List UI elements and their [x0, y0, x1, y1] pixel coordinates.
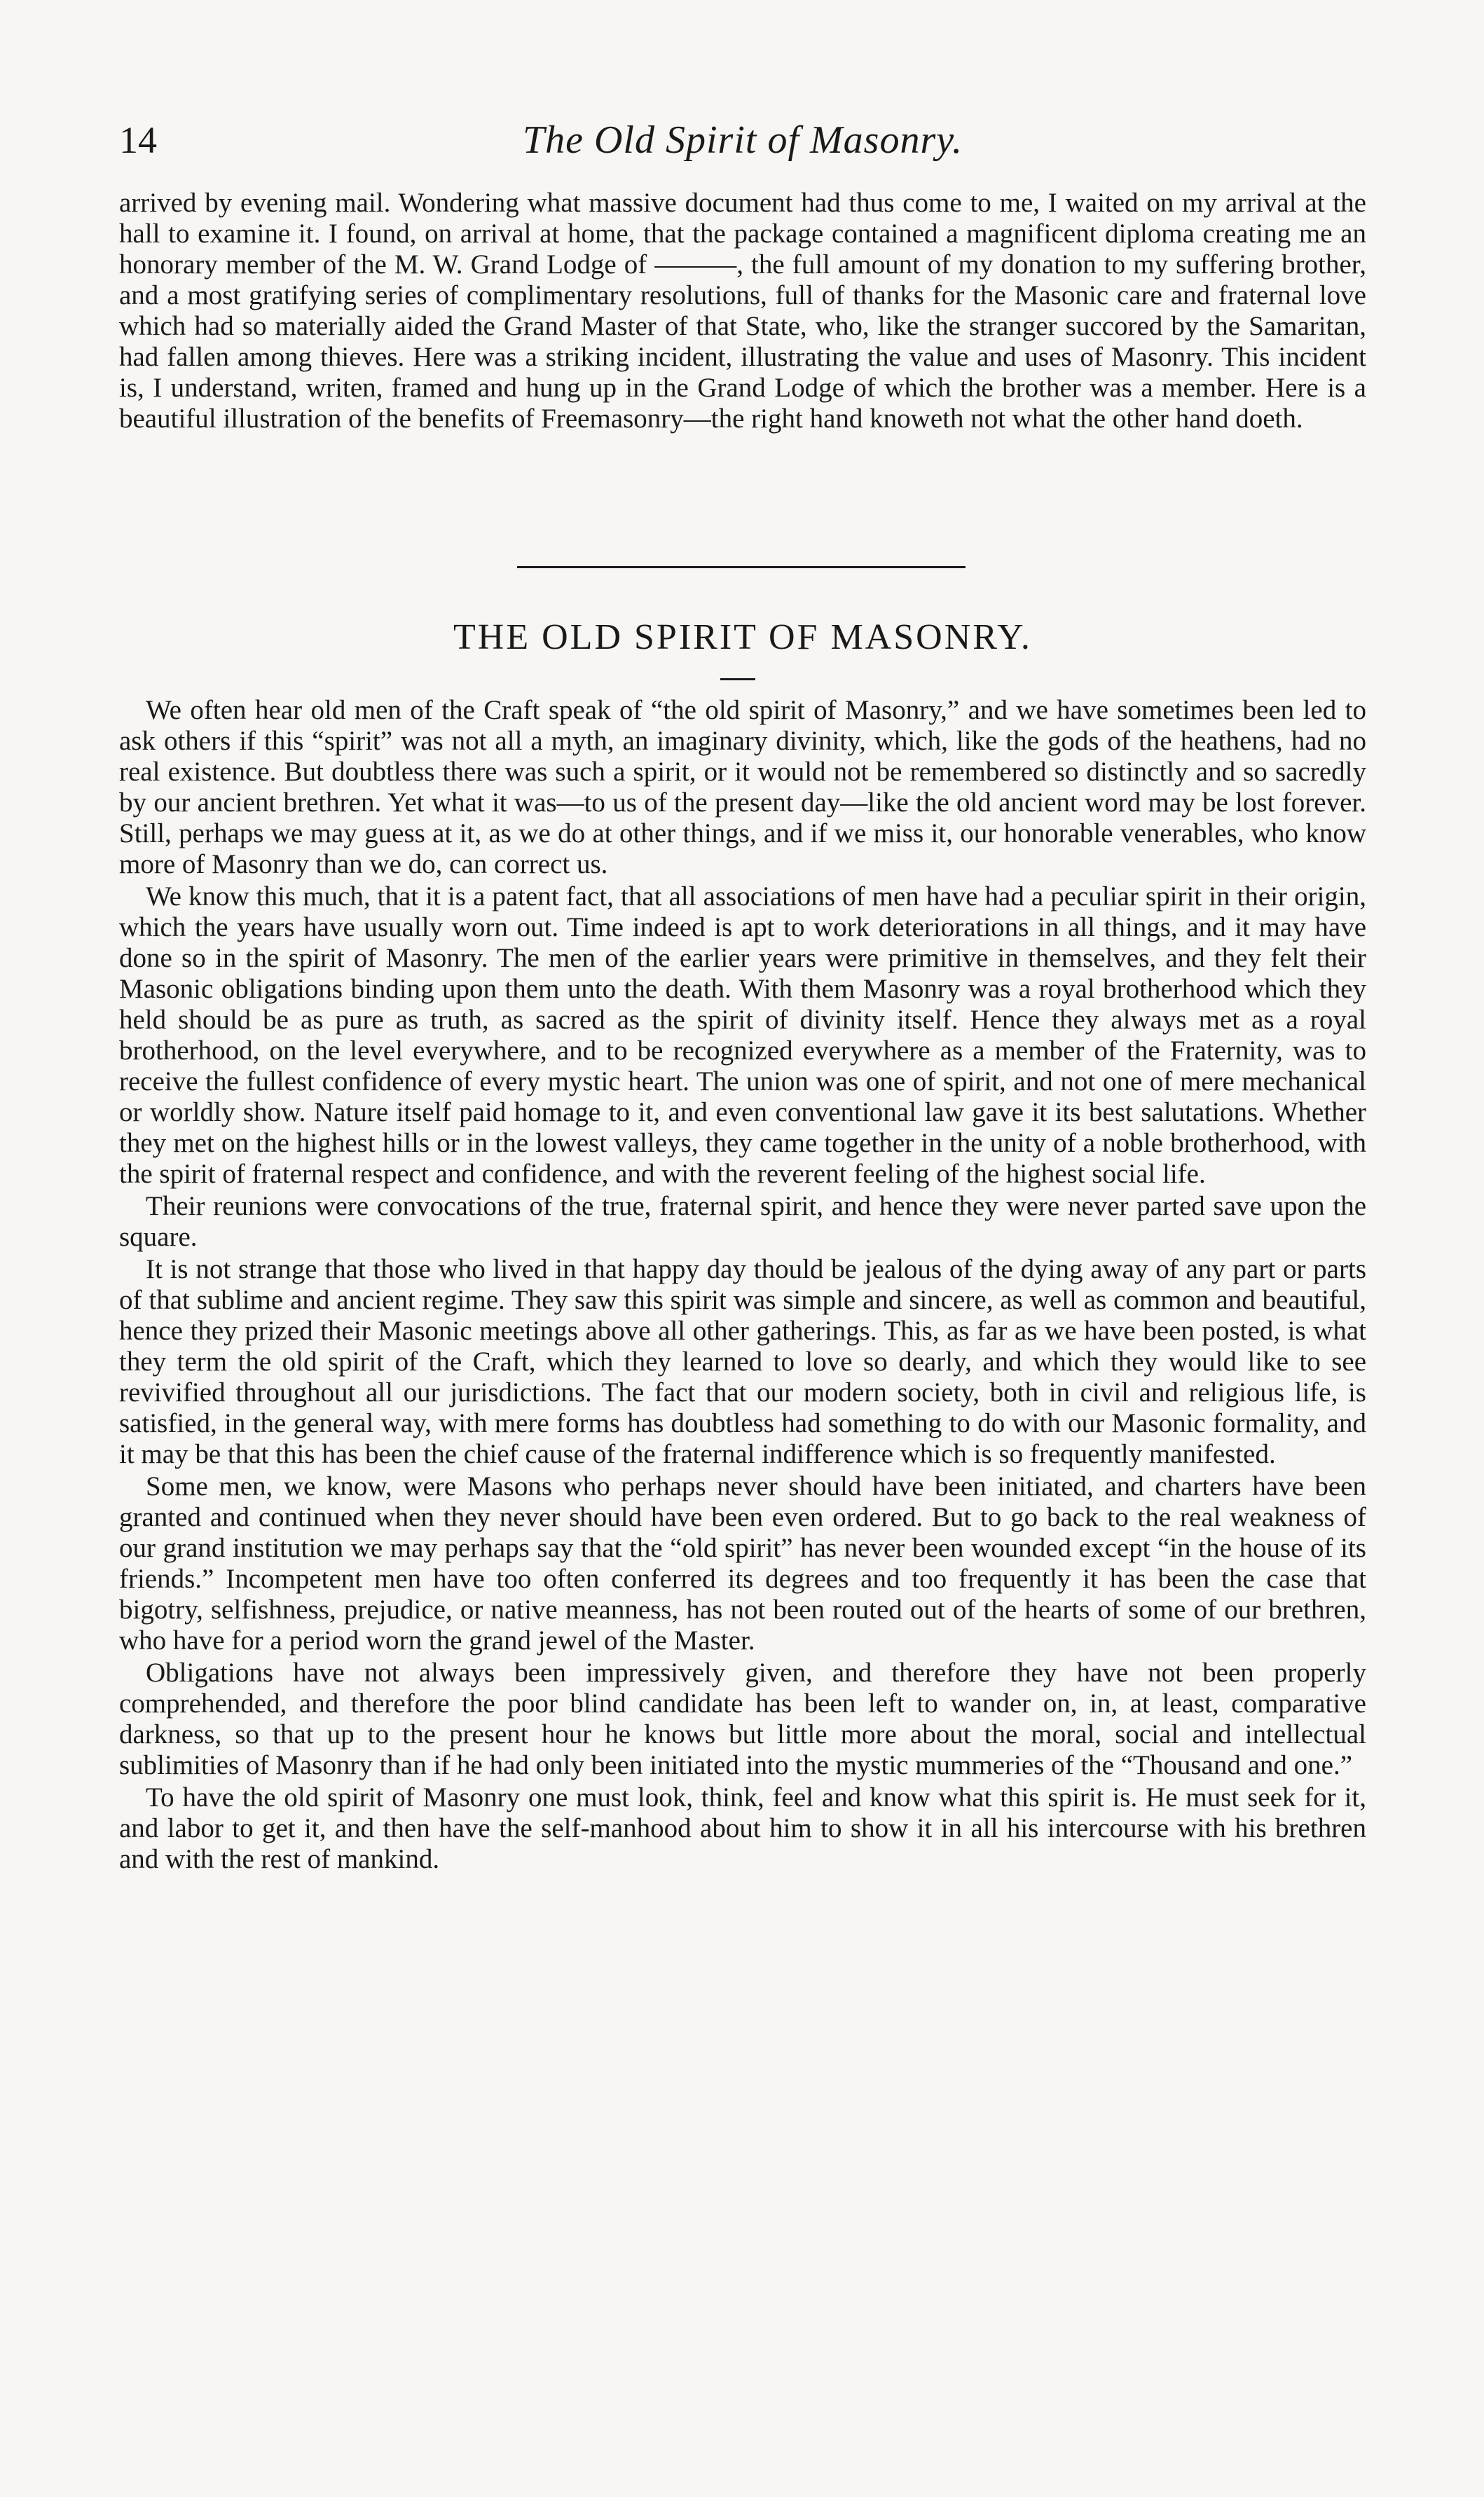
page-number: 14: [119, 119, 157, 161]
article-paragraph: Their reunions were convocations of the true, fraternal spirit, and hence they were never parted save upon the square.: [119, 1191, 1366, 1252]
article-paragraph: We know this much, that it is a patent fact, that all associations of men have had a peculiar spirit in their origin, which the years have usually worn out. Time indeed is apt to work deteriorations in all things, and it may have done so in the spirit of Masonry. The men of the earlier years were primitive in themselves, and they felt their Masonic obligations binding upon them unto the death. With them Masonry was a royal brotherhood which they held should be as pure as truth, as sacred as the spirit of divinity itself. Hence they always met as a royal brotherhood, on the level everywhere, and to be recognized everywhere as a member of the Fraternity, was to receive the fullest confidence of every mystic heart. The union was one of spirit, and not one of mere mechanical or worldly show. Nature itself paid homage to it, and even conventional law gave it its best salutations. Whether they met on the highest hills or in the lowest valleys, they came together in the unity of a noble brotherhood, with the spirit of fraternal respect and confidence, and with the reverent feeling of the highest social life.: [119, 881, 1366, 1189]
article-paragraph: It is not strange that those who lived in that happy day thould be jealous of the dying away of any part or parts of that sublime and ancient regime. They saw this spirit was simple and sincere, as well as common and beautiful, hence they prized their Masonic meetings above all other gatherings. This, as far as we have been posted, is what they term the old spirit of the Craft, which they learned to love so dearly, and which they would like to see revivified throughout all our jurisdictions. The fact that our modern society, both in civil and religious life, is satisfied, in the general way, with mere forms has doubtless had something to do with our Masonic formality, and it may be that this has been the chief cause of the fraternal indifference which is so frequently manifested.: [119, 1254, 1366, 1469]
running-title: The Old Spirit of Masonry.: [522, 118, 963, 162]
article-paragraph: Obligations have not always been impressively given, and therefore they have not been properly comprehended, and therefore the poor blind candidate has been left to wander on, in, at least, comparative darkness, so that up to the present hour he knows but little more about the moral, social and intellectual sublimities of Masonry than if he had only been initiated into the mystic mummeries of the “Thousand and one.”: [119, 1658, 1366, 1780]
intro-paragraph: arrived by evening mail. Wondering what massive document had thus come to me, I waited on my arrival at the hall to examine it. I found, on arrival at home, that the package contained a magnificent diploma creating me an honorary member of the M. W. Grand Lodge of ———, the full amount of my donation to my suffering brother, and a most gratifying series of complimentary resolutions, full of thanks for the Masonic care and fraternal love which had so materially aided the Grand Master of that State, who, like the stranger succored by the Samaritan, had fallen among thieves. Here was a striking incident, illustrating the value and uses of Masonry. This incident is, I understand, writen, framed and hung up in the Grand Lodge of which the brother was a member. Here is a beautiful illustration of the benefits of Freemasonry—the right hand knoweth not what the other hand doeth.: [119, 188, 1366, 434]
article-title: THE OLD SPIRIT OF MASONRY.: [453, 617, 1032, 657]
article-paragraph: Some men, we know, were Masons who perhaps never should have been initiated, and charters have been granted and continued when they never should have been even ordered. But to go back to the real weakness of our grand institution we may perhaps say that the “old spirit” has never been wounded except “in the house of its friends.” Incompetent men have too often conferred its degrees and too frequently it has been the case that bigotry, selfishness, prejudice, or native meanness, has not been routed out of the hearts of some of our brethren, who have for a period worn the grand jewel of the Master.: [119, 1471, 1366, 1656]
intro-section: [119, 188, 1366, 434]
article-paragraph: We often hear old men of the Craft speak of “the old spirit of Masonry,” and we have sometimes been led to ask others if this “spirit” was not all a myth, an imaginary divinity, which, like the gods of the heathens, had no real existence. But doubtless there was such a spirit, or it would not be remembered so distinctly and so sacredly by our ancient brethren. Yet what it was—to us of the present day—like the old ancient word may be lost forever. Still, perhaps we may guess at it, as we do at other things, and if we miss it, our honorable venerables, who know more of Masonry than we do, can correct us.: [119, 695, 1366, 879]
title-underline: [720, 678, 755, 680]
running-head: [119, 116, 1366, 165]
section-divider: [517, 566, 966, 568]
article-paragraph: To have the old spirit of Masonry one must look, think, feel and know what this spirit is. He must seek for it, and labor to get it, and then have the self-manhood about him to show it in all his intercourse with his brethren and with the rest of mankind.: [119, 1782, 1366, 1874]
article-body: [119, 695, 1366, 1876]
